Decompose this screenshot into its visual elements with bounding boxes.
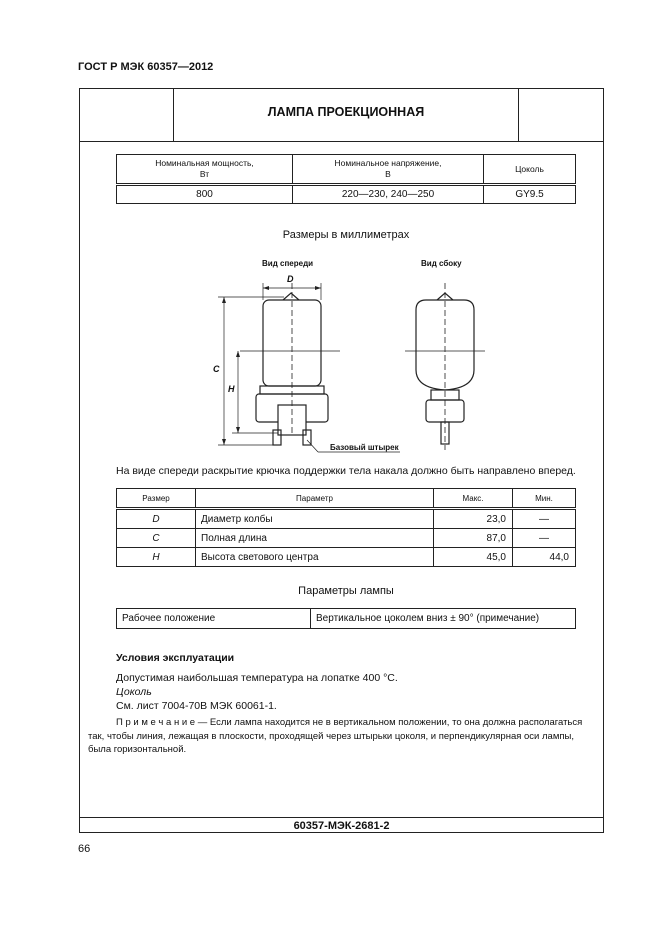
col-size: Размер	[117, 489, 196, 509]
conditions-line-1: Допустимая наибольшая температура на лопатке 400 °С.	[116, 672, 398, 684]
conditions-line-2: Цоколь	[116, 686, 152, 698]
params-caption: Параметры лампы	[298, 585, 394, 597]
table-row: C Полная длина 87,0 —	[117, 529, 576, 548]
col-min: Мин.	[513, 489, 576, 509]
dimension-h-label: H	[228, 384, 235, 394]
orientation-text: На виде спереди раскрытие крючка поддержки тела накала должно быть направлено вперед.	[116, 465, 576, 477]
position-value: Вертикальное цоколем вниз ± 90° (примечание)	[311, 609, 576, 629]
header-voltage: Номинальное напряжение, В	[293, 155, 484, 185]
col-max: Макс.	[434, 489, 513, 509]
note-paragraph	[88, 716, 598, 757]
table-row: H Высота светового центра 45,0 44,0	[117, 548, 576, 567]
conditions-heading: Условия эксплуатации	[116, 652, 235, 664]
header-right-cell	[518, 88, 604, 142]
note-text: — Если лампа находится не в вертикальном положении, то она должна располагаться так, чтобы линия, лежащая в плоскости, проходящей через штырьки цоколя, и перпендикулярная оси лампы, была горизонтальной.	[88, 717, 583, 755]
lamp-params-table	[116, 608, 576, 629]
value-power: 800	[117, 185, 293, 204]
dimension-c-label: C	[213, 364, 220, 374]
sheet-title: ЛАМПА ПРОЕКЦИОННАЯ	[267, 105, 425, 119]
table-row: D Диаметр колбы 23,0 —	[117, 509, 576, 529]
page-number: 66	[78, 843, 91, 855]
footer-divider	[79, 817, 604, 818]
dimension-d-label: D	[287, 274, 294, 284]
side-view-label: Вид сбоку	[421, 259, 462, 268]
front-view-label: Вид спереди	[262, 259, 314, 268]
base-pin-label: Базовый штырек	[330, 443, 399, 452]
value-base: GY9.5	[484, 185, 576, 204]
position-label: Рабочее положение	[117, 609, 311, 629]
main-parameters-table	[116, 154, 576, 204]
note-label: П р и м е ч а н и е	[116, 717, 196, 728]
dimensions-table	[116, 488, 576, 567]
figure-caption: Размеры в миллиметрах	[282, 229, 410, 241]
header-left-cell	[79, 88, 174, 142]
conditions-line-3: См. лист 7004-70В МЭК 60061-1.	[116, 700, 277, 712]
side-view-drawing	[405, 283, 485, 450]
sheet-number: 60357-МЭК-2681-2	[293, 820, 390, 832]
lamp-drawing	[200, 255, 500, 455]
col-parameter: Параметр	[196, 489, 434, 509]
header-power: Номинальная мощность, Вт	[117, 155, 293, 185]
value-voltage: 220—230, 240—250	[293, 185, 484, 204]
standard-number: ГОСТ Р МЭК 60357—2012	[78, 61, 214, 73]
front-view-drawing	[218, 283, 400, 452]
header-base: Цоколь	[484, 155, 576, 185]
